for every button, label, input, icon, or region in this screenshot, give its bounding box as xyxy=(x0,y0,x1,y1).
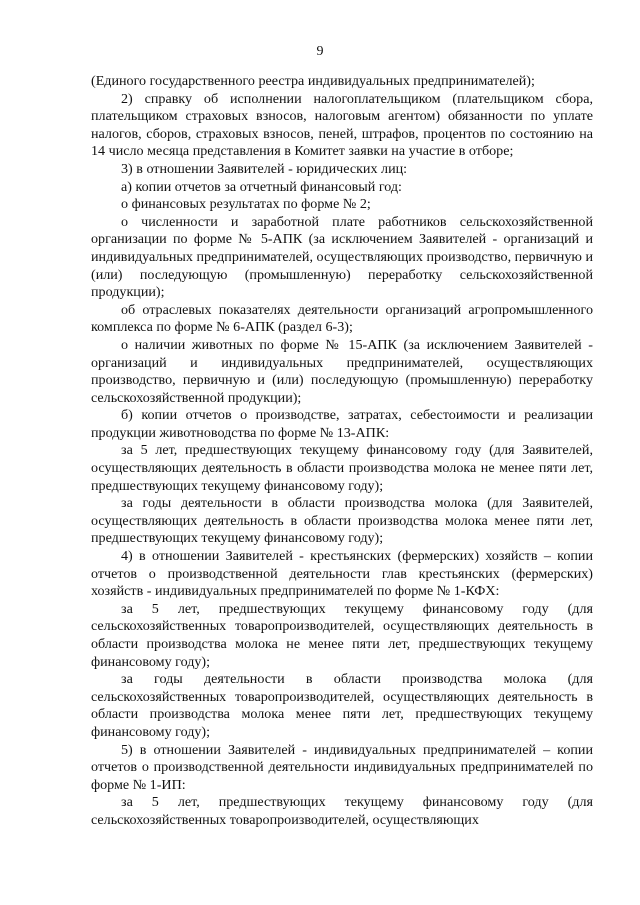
page-number: 9 xyxy=(316,44,324,59)
paragraph-8: о наличии животных по форме № 15-АПК (за исключением Заявителей - организаций и индивидуальных предпринимателей, осуществляющих производство, первичную и (или) последующую (промышленную) переработку сельскохозяйственной продукции); xyxy=(91,336,593,406)
paragraph-11: за годы деятельности в области производства молока (для Заявителей, осуществляющих деятельность в области производства молока менее пяти лет, предшествующих текущему финансовому году); xyxy=(91,495,593,547)
paragraph-1: (Единого государственного реестра индивидуальных предпринимателей); xyxy=(91,73,535,89)
paragraph-13: за 5 лет, предшествующих текущему финансовому году (для сельскохозяйственных товаропроизводителей, осуществляющих деятельность в области производства молока не менее пяти лет, предшествующих текущему финансовому году); xyxy=(91,600,593,670)
paragraph-9: б) копии отчетов о производстве, затратах, себестоимости и реализации продукции животноводства по форме № 13-АПК: xyxy=(91,407,593,441)
paragraph-15: 5) в отношении Заявителей - индивидуальных предпринимателей – копии отчетов о производственной деятельности индивидуальных предпринимателей по форме № 1-ИП: xyxy=(91,741,593,793)
paragraph-3: 3) в отношении Заявителей - юридических лиц: xyxy=(121,160,408,177)
paragraph-14: за годы деятельности в области производства молока (для сельскохозяйственных товаропроизводителей, осуществляющих деятельность в области производства молока менее пяти лет, предшествующих текущему финансовому году); xyxy=(91,671,593,740)
paragraph-7: об отраслевых показателях деятельности организаций агропромышленного комплекса по форме № 6-АПК (раздел 6-3); xyxy=(91,301,593,336)
paragraph-10: за 5 лет, предшествующих текущему финансовому году (для Заявителей, осуществляющих деятельность в области производства молока не менее пяти лет, предшествующих текущему финансовому году); xyxy=(91,442,593,494)
paragraph-5: о финансовых результатах по форме № 2; xyxy=(121,196,371,213)
paragraph-2: 2) справку об исполнении налогоплательщиком (плательщиком сбора, плательщиком страховых взносов, налоговым агентом) обязанности по уплате налогов, сборов, страховых взносов, пеней, штрафов, процентов по состоянию на 14 число месяца представления в Комитет заявки на участие в отборе; xyxy=(91,90,593,160)
paragraph-6: о численности и заработной плате работников сельскохозяйственной организации по форме № 5-АПК (за исключением Заявителей - организаций и индивидуальных предпринимателей, осуществляющих производство, первичную и (или) последующую (промышленную) переработку сельскохозяйственной продукции); xyxy=(91,213,593,301)
paragraph-4: а) копии отчетов за отчетный финансовый год: xyxy=(121,178,402,195)
paragraph-12: 4) в отношении Заявителей - крестьянских (фермерских) хозяйств – копии отчетов о производственной деятельности глав крестьянских (фермерских) хозяйств - индивидуальных предпринимателей по форме № 1-КФХ: xyxy=(91,548,593,600)
document-body xyxy=(91,73,593,830)
paragraph-16: за 5 лет, предшествующих текущему финансовому году (для сельскохозяйственных товаропроизводителей, осуществляющих xyxy=(91,794,593,828)
